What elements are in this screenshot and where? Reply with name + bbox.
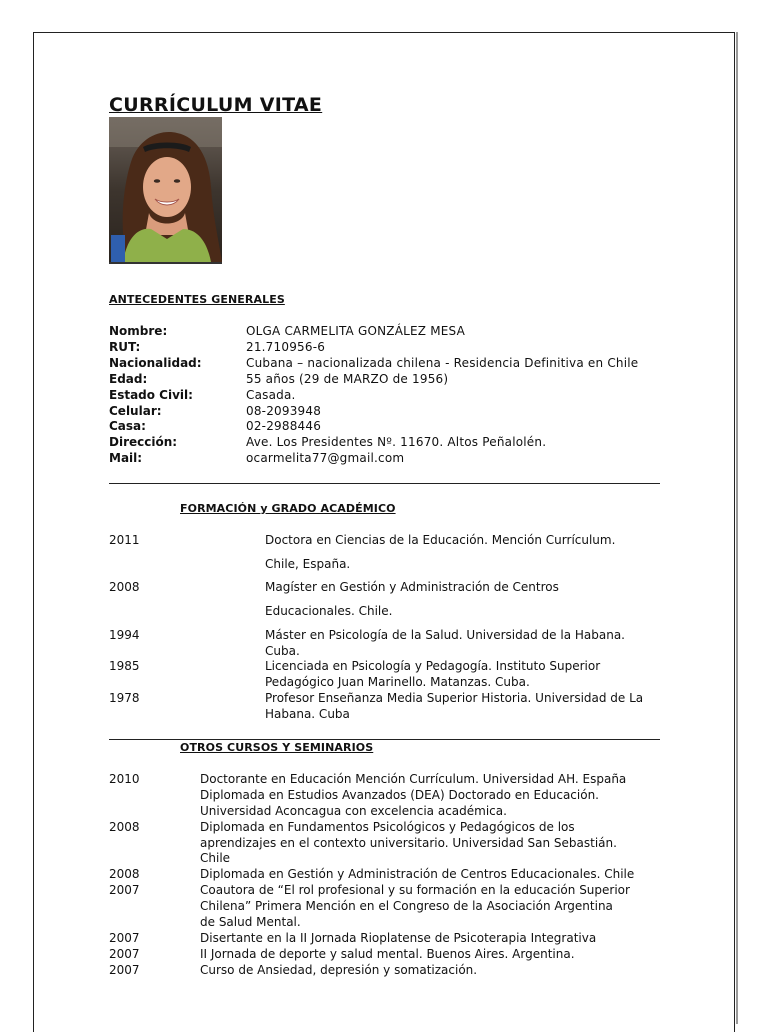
entry-text-line: II Jornada de deporte y salud mental. Buenos Aires. Argentina. [200,946,575,961]
entry-year: 2007 [109,946,140,961]
field-value: 21.710956-6 [246,339,326,354]
entry-text-line: Educacionales. Chile. [265,604,393,618]
field-value: ocarmelita77@gmail.com [246,451,405,466]
general-info-row [109,418,669,434]
entry-text-line: Habana. Cuba [265,707,350,721]
entry-text-line: Diplomada en Gestión y Administración de Centros Educacionales. Chile [200,867,635,882]
field-label: Edad: [109,371,148,386]
general-info-row [109,355,669,371]
cursos-section-heading: OTROS CURSOS Y SEMINARIOS [180,741,374,754]
entry-year: 2008 [109,867,140,882]
entry-year: 1978 [109,691,140,705]
general-info-row [109,339,669,355]
field-value: Cubana – nacionalizada chilena - Residencia Definitiva en Chile [246,355,639,370]
field-value: Ave. Los Presidentes Nº. 11670. Altos Peñalolén. [246,435,547,450]
field-value: Casada. [246,387,296,402]
entry-text-line: aprendizajes en el contexto universitario. Universidad San Sebastián. [200,835,617,850]
field-value: 08-2093948 [246,403,322,418]
general-info-row [109,323,669,339]
general-info-row [109,450,669,466]
entry-text-line: Universidad Aconcagua con excelencia académica. [200,803,507,818]
entry-year: 2008 [109,819,140,834]
general-info-row [109,434,669,450]
entry-text-line: Doctorante en Educación Mención Currículum. Universidad AH. España [200,772,627,786]
entry-text-line: Magíster en Gestión y Administración de Centros [265,580,559,594]
entry-text-line: Disertante en la II Jornada Rioplatense de Psicoterapia Integrativa [200,931,597,945]
entry-text-line: Chile, España. [265,557,351,571]
field-label: Casa: [109,419,146,434]
field-label: Dirección: [109,435,178,450]
entry-text-line: Pedagógico Juan Marinello. Matanzas. Cuba. [265,675,530,689]
field-label: Nacionalidad: [109,355,202,370]
field-label: RUT: [109,339,141,354]
entry-year: 2011 [109,533,140,547]
entry-text-line: Cuba. [265,644,300,658]
entry-text-line: Chile [200,851,231,866]
general-info-row [109,371,669,387]
entry-text-line: Diplomada en Fundamentos Psicológicos y Pedagógicos de los [200,819,575,834]
entry-text-line: Licenciada en Psicología y Pedagogía. Instituto Superior [265,659,601,673]
field-value: 55 años (29 de MARZO de 1956) [246,371,449,386]
page-edge-shadow [736,32,738,1024]
entry-year: 1994 [109,628,140,642]
general-info-row [109,387,669,403]
entry-year: 2007 [109,883,140,898]
entry-year: 2010 [109,772,140,786]
section-divider [109,483,660,484]
entry-year: 2007 [109,962,140,977]
general-info-row [109,403,669,419]
entry-text-line: Diplomada en Estudios Avanzados (DEA) Doctorado en Educación. [200,787,599,802]
field-label: Estado Civil: [109,387,193,402]
entry-text-line: Curso de Ansiedad, depresión y somatización. [200,962,478,977]
field-value: 02-2988446 [246,419,322,434]
section-divider [109,739,660,740]
entry-text-line: Máster en Psicología de la Salud. Universidad de la Habana. [265,628,625,642]
entry-year: 2007 [109,931,140,945]
entry-year: 1985 [109,659,140,673]
profile-photo [109,117,222,264]
document-title: CURRÍCULUM VITAE [109,94,323,116]
general-section-heading: ANTECEDENTES GENERALES [109,293,285,306]
field-label: Mail: [109,451,143,466]
formacion-section-heading: FORMACIÓN y GRADO ACADÉMICO [180,502,396,515]
entry-text-line: de Salud Mental. [200,915,301,930]
entry-text-line: Doctora en Ciencias de la Educación. Mención Currículum. [265,533,616,547]
entry-text-line: Profesor Enseñanza Media Superior Historia. Universidad de La [265,691,644,705]
entry-year: 2008 [109,580,140,594]
entry-text-line: Chilena” Primera Mención en el Congreso de la Asociación Argentina [200,899,613,914]
entry-text-line: Coautora de “El rol profesional y su formación en la educación Superior [200,883,630,898]
field-label: Celular: [109,403,162,418]
field-label: Nombre: [109,324,168,338]
field-value: OLGA CARMELITA GONZÁLEZ MESA [246,324,465,338]
